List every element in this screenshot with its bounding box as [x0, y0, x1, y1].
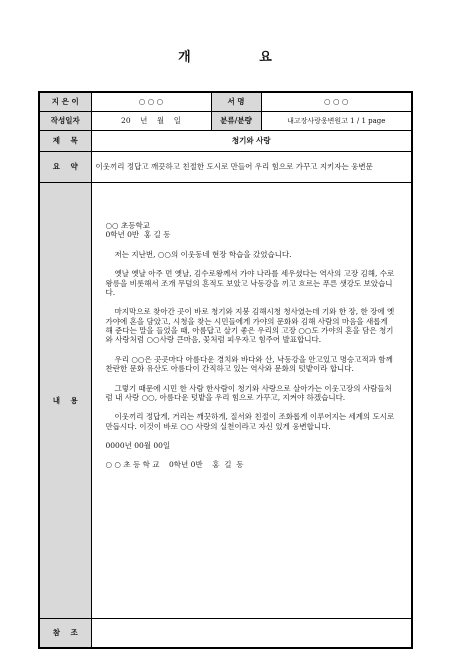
- page-title: 개 요: [178, 50, 304, 65]
- paragraph-5: 그렇기 때문에 시민 한 사람 한사람이 청기와 사랑으로 살아가는 이웃고장의 사람들처럼 내 사랑 ○○, 아름다운 텃밭을 우리 힘으로 가꾸고, 지켜야 하겠습니다.: [105, 383, 392, 402]
- title-row: [39, 131, 412, 152]
- content-row: [39, 183, 412, 619]
- signature-value: ○ ○ ○: [261, 92, 412, 112]
- speech-date: 0000년 00월 00일: [105, 441, 171, 450]
- student-name: 0학년 0반 홍 길 동: [105, 230, 171, 240]
- reference-row: [39, 619, 412, 649]
- outline-form-table: [38, 91, 413, 649]
- content-label: 내 용: [39, 183, 91, 619]
- school-name: ○○ 초등학교: [105, 221, 150, 230]
- reference-label: 참 조: [39, 619, 91, 649]
- author-value: ○ ○ ○: [91, 92, 211, 112]
- paragraph-2: 옛날 옛날 아주 먼 옛날, 김수로왕께서 가야 나라를 세우셨다는 역사의 고장 김해, 수로왕릉을 비롯해서 조개 무덤의 흔적도 보았고 낙동강을 끼고 흐르는 푸른 샛강도 보았습니다.: [105, 269, 395, 297]
- paragraph-3: 마지막으로 찾아간 곳이 바로 청기와 지붕 김해시청 청사였는데 기와 한 장, 한 장에 옛 가야에 혼을 담았고, 시청을 찾는 시민들에게 가야의 문화와 김해 사람의 마음을 새롭게 해 준다는 말을 들었을 때, 아름답고 살기 좋은 우리의 고장 ○○도 가야의 혼을 담은 청기와 사랑처럼 ○○사랑 큰마음, 꽃처럼 피우자고 힘주어 발표합니다.: [105, 307, 395, 345]
- summary-label: 요 약: [39, 152, 91, 183]
- paragraph-6: 이웃끼리 정답게, 거리는 깨끗하게, 질서와 친절이 조화롭게 이루어지는 세계의 도시로 만듭시다. 이것이 바로 ○○ 사랑의 실천이라고 자신 있게 웅변합니다.: [105, 412, 395, 431]
- date-value: 20 년 월 일: [91, 112, 211, 131]
- title-label: 제 목: [39, 131, 91, 152]
- paragraph-1: 저는 지난번, ○○의 이웃동네 현장 학습을 갔었습니다.: [114, 249, 292, 259]
- category-value: 내고장사랑웅변원고 1 / 1 page: [261, 112, 412, 131]
- signature-label: 서 명: [211, 92, 261, 112]
- paragraph-4: 우리 ○○은 곳곳마다 아름다운 경치와 바다와 산, 낙동강을 안고있고 명승고적과 함께 찬란한 문화 유산도 아름다이 간직하고 있는 역사와 문화의 텃밭이라 합니다.: [105, 354, 393, 374]
- speech-signature: ○ ○ 초 등 학 교 0학년 0반 홍 길 동: [105, 460, 244, 470]
- date-row: [39, 112, 412, 131]
- category-label: 분류/분량: [211, 112, 261, 131]
- reference-value: [91, 619, 412, 649]
- summary-row: [39, 152, 412, 183]
- author-row: [39, 92, 412, 112]
- document-title: 청기와 사랑: [91, 131, 412, 152]
- date-label: 작성일자: [39, 112, 91, 131]
- author-label: 지 은 이: [39, 92, 91, 112]
- summary-text: 이웃끼리 정답고 깨끗하고 친절한 도시로 만들어 우리 힘으로 가꾸고 지키자는 웅변문: [91, 152, 412, 183]
- speech-content: [91, 183, 412, 619]
